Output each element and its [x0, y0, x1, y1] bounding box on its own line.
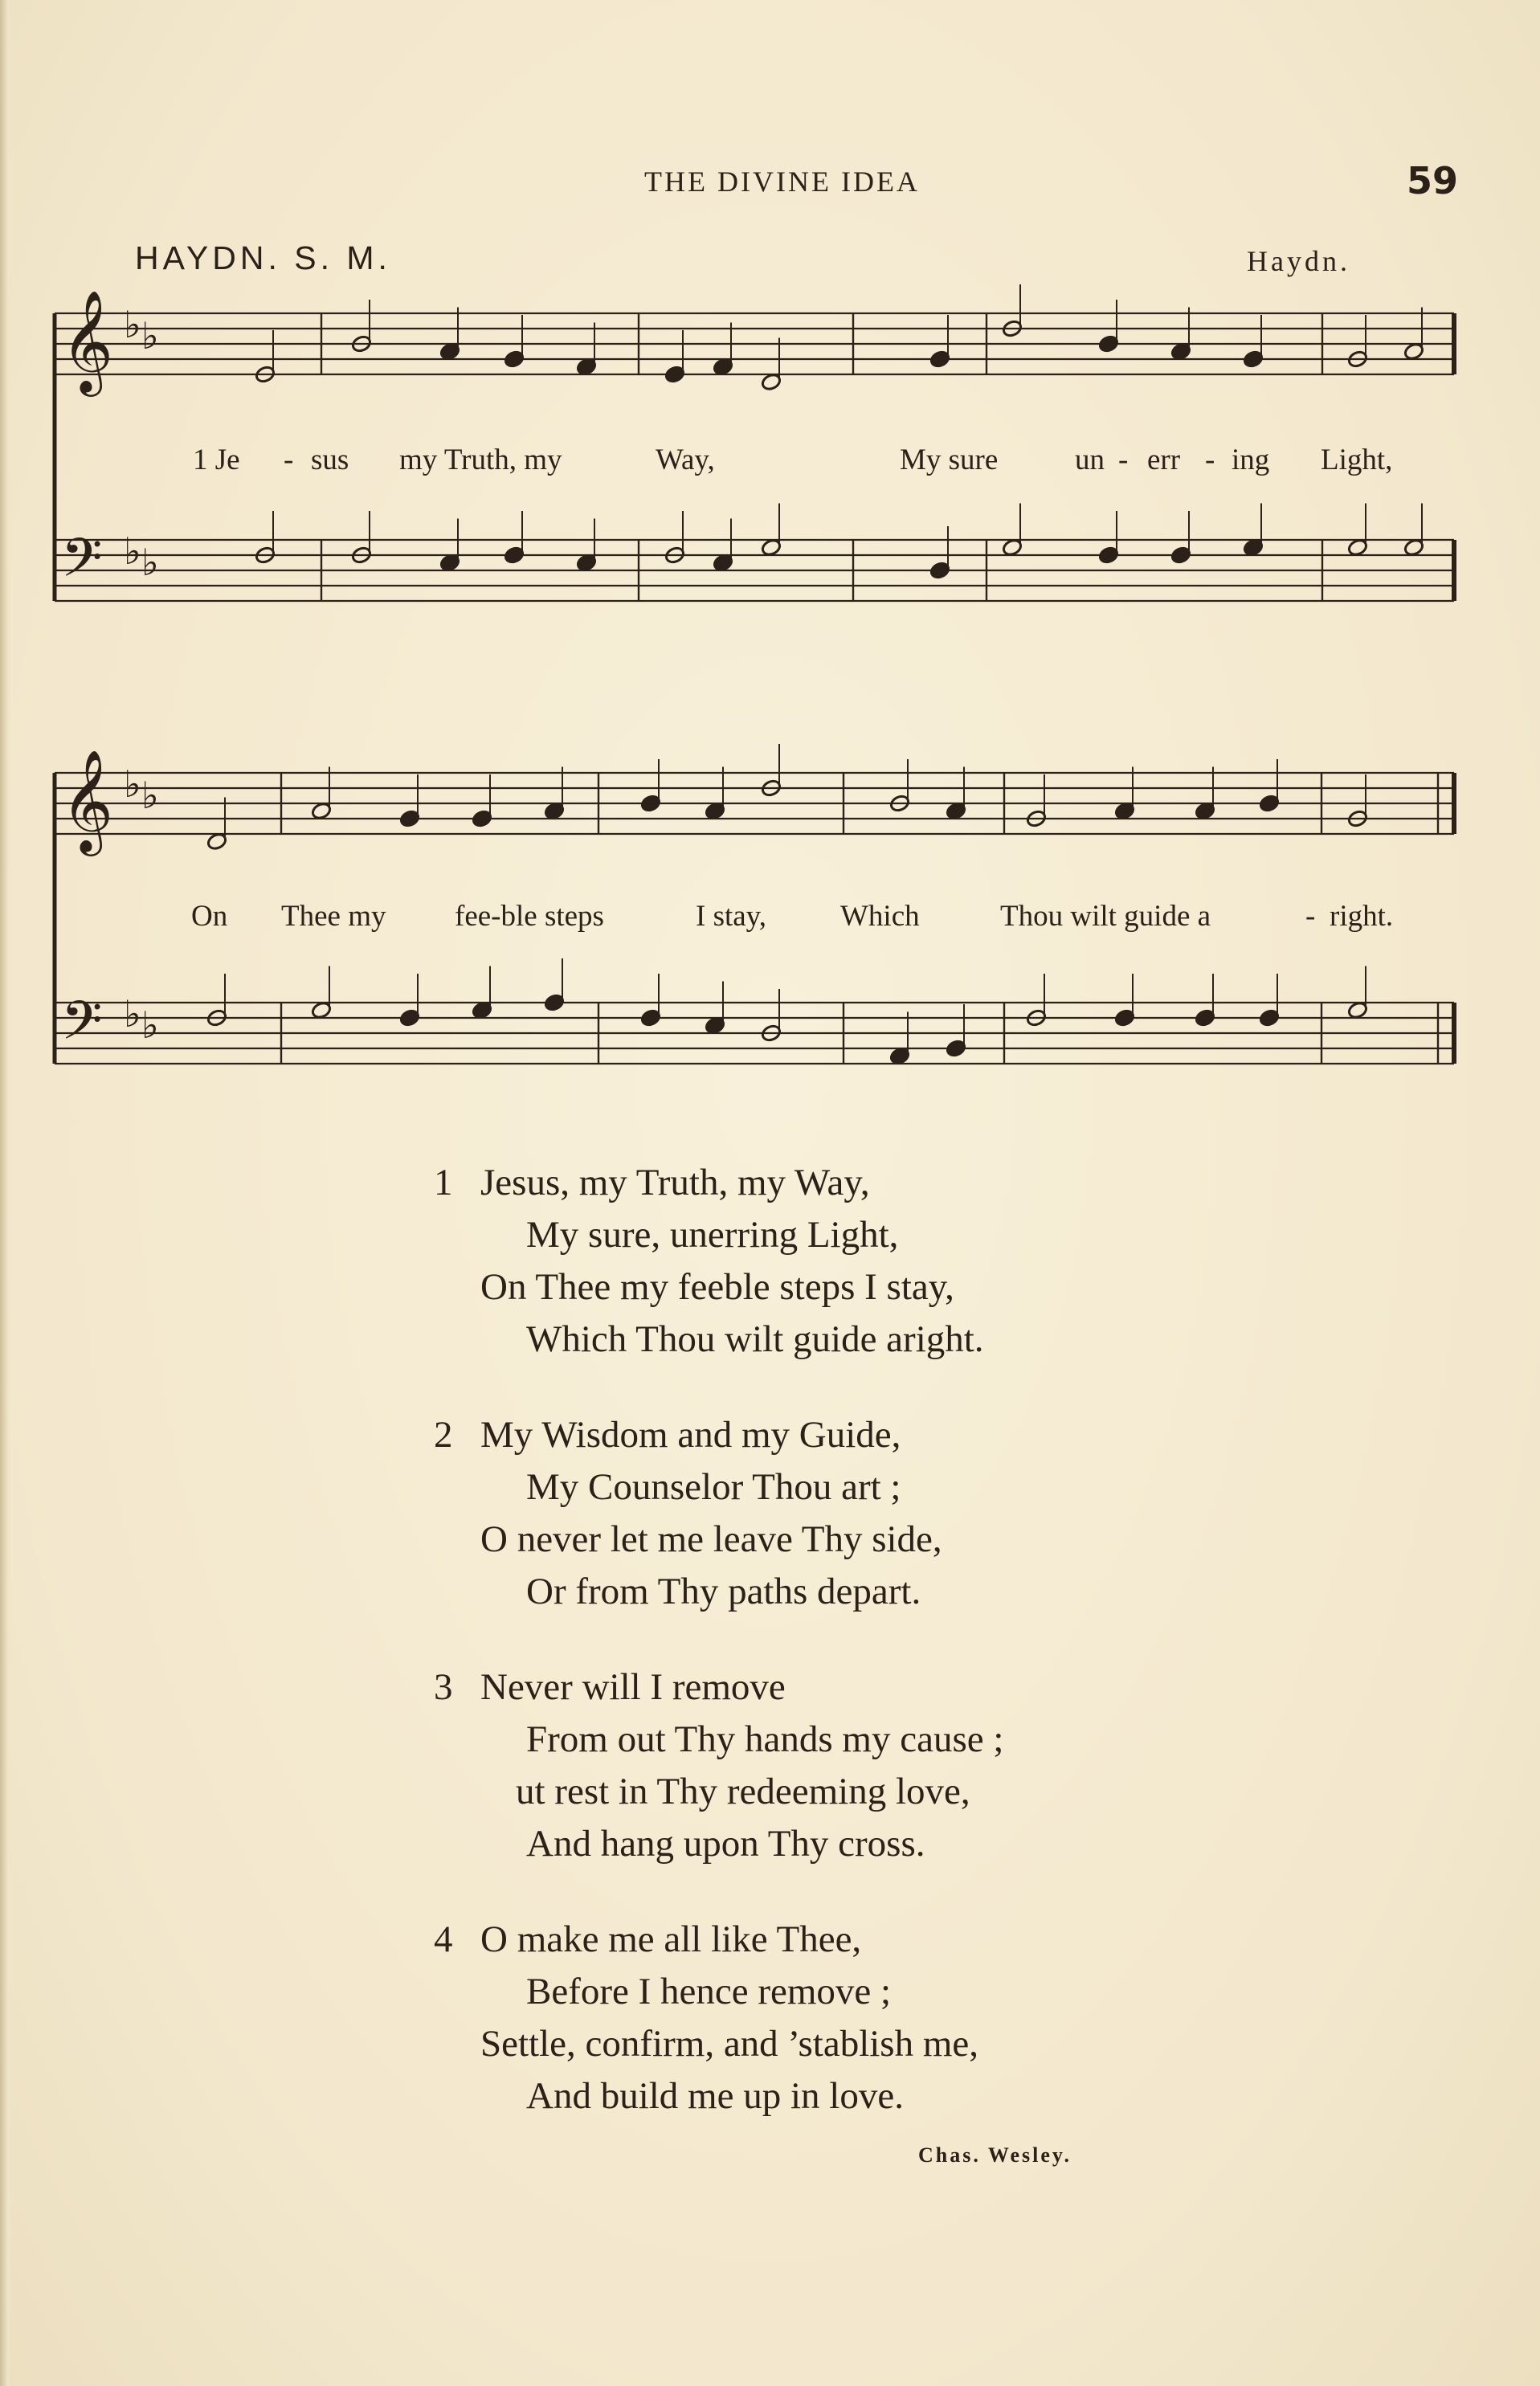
lyric-syllable: Thee my	[281, 900, 386, 933]
author-attribution: Chas. Wesley.	[918, 2143, 1072, 2167]
verse-line: Or from Thy paths depart.	[526, 1571, 921, 1612]
verse-line: O never let me leave Thy side,	[480, 1518, 942, 1560]
verse-line	[434, 1661, 1237, 1714]
verse-line: On Thee my feeble steps I stay,	[480, 1266, 954, 1308]
verse-line	[434, 1914, 1237, 1966]
verse-line: From out Thy hands my cause ;	[526, 1718, 1004, 1760]
lyrics-line-1	[193, 443, 1392, 476]
flat-icon: ♭	[124, 304, 141, 345]
page-number: 59	[1406, 159, 1458, 202]
music-score	[0, 0, 1540, 1125]
lyric-syllable: I stay,	[696, 900, 767, 933]
verse-text: Jesus, my Truth, my Way,	[480, 1162, 870, 1203]
stanza-number: 3	[434, 1666, 453, 1708]
treble-clef-icon: 𝄞	[61, 292, 114, 390]
verse-text: Never will I remove	[480, 1666, 786, 1708]
lyric-syllable: Way,	[656, 443, 715, 476]
treble-clef-icon: 𝄞	[61, 752, 114, 850]
flat-icon: ♭	[141, 542, 159, 583]
flat-icon: ♭	[141, 1005, 159, 1046]
verse-line: And hang upon Thy cross.	[526, 1823, 925, 1865]
lyric-syllable: -	[1118, 443, 1129, 476]
verse-line	[434, 1409, 1237, 1461]
lyric-syllable: Light,	[1321, 443, 1393, 476]
bass-clef-icon: 𝄢	[61, 993, 103, 1064]
verse-line: ut rest in Thy redeeming love,	[516, 1771, 970, 1812]
lyric-syllable: err	[1147, 443, 1181, 476]
verses	[434, 1157, 1237, 2166]
lyric-syllable: right.	[1330, 900, 1394, 933]
lyric-syllable: ing	[1232, 443, 1270, 476]
lyric-syllable: Which	[840, 900, 920, 933]
lyrics-line-2	[191, 900, 1393, 933]
lyric-syllable: my Truth, my	[399, 443, 562, 476]
lyric-syllable: Thou wilt guide a	[1000, 900, 1211, 933]
notes	[206, 284, 1425, 1065]
verse-line: And build me up in love.	[526, 2075, 904, 2117]
flat-icon: ♭	[124, 531, 141, 572]
lyric-syllable: -	[1305, 900, 1316, 933]
verse-line: Which Thou wilt guide aright.	[526, 1318, 984, 1360]
lyric-syllable: On	[191, 900, 228, 933]
stanza-3	[434, 1661, 1237, 1870]
clefs	[61, 292, 159, 1064]
stanza-number: 1	[434, 1162, 453, 1203]
verse-line: Before I hence remove ;	[526, 1971, 892, 2012]
flat-icon: ♭	[141, 316, 159, 357]
stanza-1	[434, 1157, 1237, 1366]
stanza-2	[434, 1409, 1237, 1618]
lyric-syllable: fee-ble steps	[455, 900, 604, 933]
lyric-syllable: sus	[311, 443, 349, 476]
verse-text: My Wisdom and my Guide,	[480, 1414, 901, 1456]
verse-line: My Counselor Thou art ;	[526, 1466, 901, 1508]
lyric-syllable: un	[1075, 443, 1105, 476]
verse-text: O make me all like Thee,	[480, 1918, 862, 1960]
verse-line: My sure, unerring Light,	[526, 1214, 899, 1256]
bass-clef-icon: 𝄢	[61, 530, 103, 601]
flat-icon: ♭	[124, 994, 141, 1035]
staff-lines	[55, 313, 1454, 1064]
verse-line	[434, 1157, 1237, 1209]
running-title: THE DIVINE IDEA	[644, 165, 920, 198]
stanza-number: 4	[434, 1918, 453, 1960]
verse-line: Settle, confirm, and ’stablish me,	[480, 2023, 979, 2065]
lyric-syllable: -	[1205, 443, 1215, 476]
tune-name: HAYDN. S. M.	[135, 239, 391, 276]
barlines	[55, 313, 1454, 1064]
flat-icon: ♭	[141, 775, 159, 816]
flat-icon: ♭	[124, 764, 141, 805]
stanza-number: 2	[434, 1414, 453, 1456]
lyric-syllable: -	[284, 443, 294, 476]
stanza-4	[434, 1914, 1237, 2122]
composer-name: Haydn.	[1247, 245, 1350, 277]
lyric-syllable: My sure	[900, 443, 999, 476]
lyric-syllable: 1 Je	[193, 443, 240, 476]
